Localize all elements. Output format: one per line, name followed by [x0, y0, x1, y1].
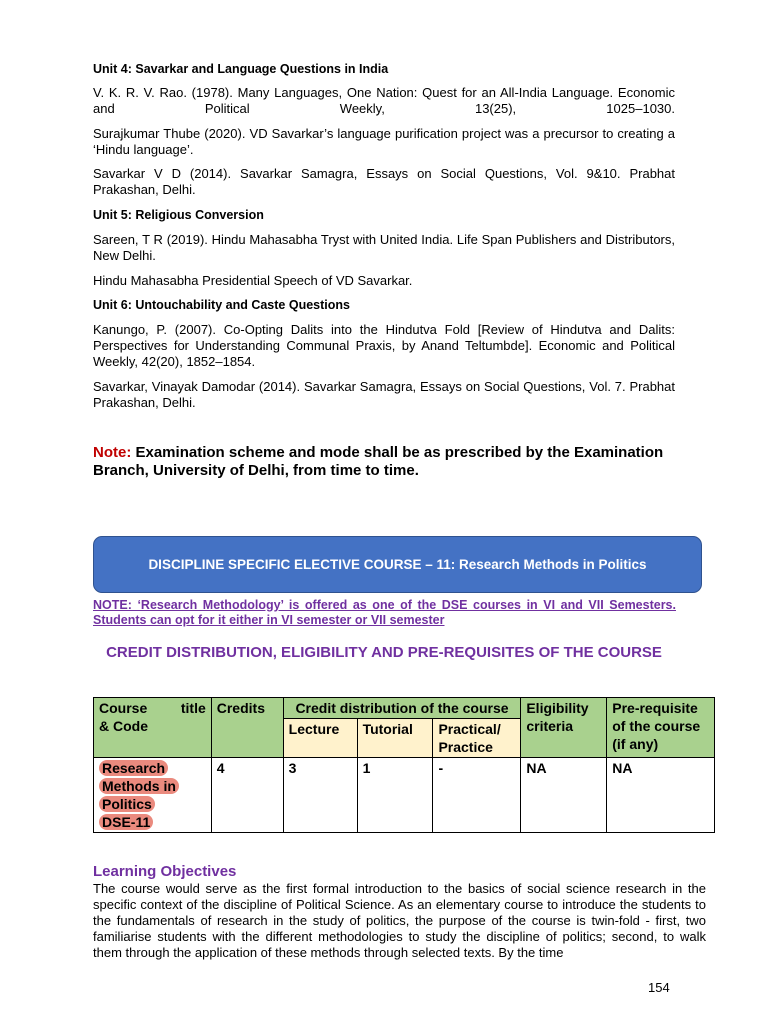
credit-distribution-table — [93, 697, 715, 833]
lecture-cell: 3 — [283, 758, 357, 833]
course-title-banner — [93, 536, 702, 593]
table-row — [94, 758, 715, 833]
credit-distribution-heading: CREDIT DISTRIBUTION, ELIGIBILITY AND PRE-REQUISITES OF THE COURSE — [106, 644, 662, 661]
examination-note — [93, 444, 683, 480]
table-header-row — [94, 698, 715, 719]
header-lecture: Lecture — [283, 719, 357, 758]
unit-6-heading: Unit 6: Untouchability and Caste Questions — [93, 298, 350, 312]
reference-item: Sareen, T R (2019). Hindu Mahasabha Tryst with United India. Life Span Publishers and Distributors, New Delhi. — [93, 232, 675, 263]
reference-item: V. K. R. V. Rao. (1978). Many Languages, One Nation: Quest for an All-India Language. Economic and Political Weekly, 13(25), 1025–1030. — [93, 85, 675, 116]
header-prerequisite: Pre-requisite of the course (if any) — [607, 698, 715, 758]
practical-cell: - — [433, 758, 521, 833]
reference-item: Savarkar, Vinayak Damodar (2014). Savarkar Samagra, Essays on Social Questions, Vol. 7. Prabhat Prakashan, Delhi. — [93, 379, 675, 410]
header-course-title: Course title & Code — [94, 698, 212, 758]
credits-cell: 4 — [211, 758, 283, 833]
page-number: 154 — [648, 980, 670, 995]
prerequisite-cell: NA — [607, 758, 715, 833]
reference-item: Surajkumar Thube (2020). VD Savarkar’s language purification project was a precursor to creating a ‘Hindu language’. — [93, 126, 675, 157]
eligibility-cell: NA — [521, 758, 607, 833]
dse-offering-note: NOTE: ‘Research Methodology’ is offered as one of the DSE courses in VI and VII Semesters. Students can opt for it either in VI semester or VII semester — [93, 598, 676, 627]
reference-item: Kanungo, P. (2007). Co-Opting Dalits into the Hindutva Fold [Review of Hindutva and Dalits: Perspectives for Understanding Communal Praxis, by Anand Teltumbde]. Economic and Political Weekly, 42(20), 1852–1854. — [93, 322, 675, 369]
note-label: Note: — [93, 444, 132, 461]
reference-item: Savarkar V D (2014). Savarkar Samagra, Essays on Social Questions, Vol. 9&10. Prabhat Prakashan, Delhi. — [93, 166, 675, 197]
header-credits: Credits — [211, 698, 283, 758]
header-practical: Practical/ Practice — [433, 719, 521, 758]
banner-text: DISCIPLINE SPECIFIC ELECTIVE COURSE – 11: Research Methods in Politics — [148, 557, 647, 572]
note-text: Examination scheme and mode shall be as prescribed by the Examination Branch, University of Delhi, from time to time. — [93, 444, 664, 479]
unit-4-heading: Unit 4: Savarkar and Language Questions in India — [93, 62, 389, 76]
header-credit-distribution: Credit distribution of the course — [283, 698, 521, 719]
header-tutorial: Tutorial — [357, 719, 433, 758]
tutorial-cell: 1 — [357, 758, 433, 833]
course-code-cell: Research Methods in Politics DSE-11 — [94, 758, 212, 833]
unit-5-heading: Unit 5: Religious Conversion — [93, 208, 264, 222]
reference-item: Hindu Mahasabha Presidential Speech of VD Savarkar. — [93, 273, 413, 288]
header-eligibility: Eligibility criteria — [521, 698, 607, 758]
learning-objectives-heading: Learning Objectives — [93, 863, 237, 880]
learning-objectives-text: The course would serve as the first formal introduction to the basics of social science research in the specific context of the discipline of Political Science. As an elementary course to introduce the students to the fundamentals of research in the study of politics, the purpose of the course is twin-fold - first, two familiarise students with the different methodologies to study the discipline of politics; second, to walk them through the application of these methods through selected texts. By the time — [93, 881, 706, 960]
